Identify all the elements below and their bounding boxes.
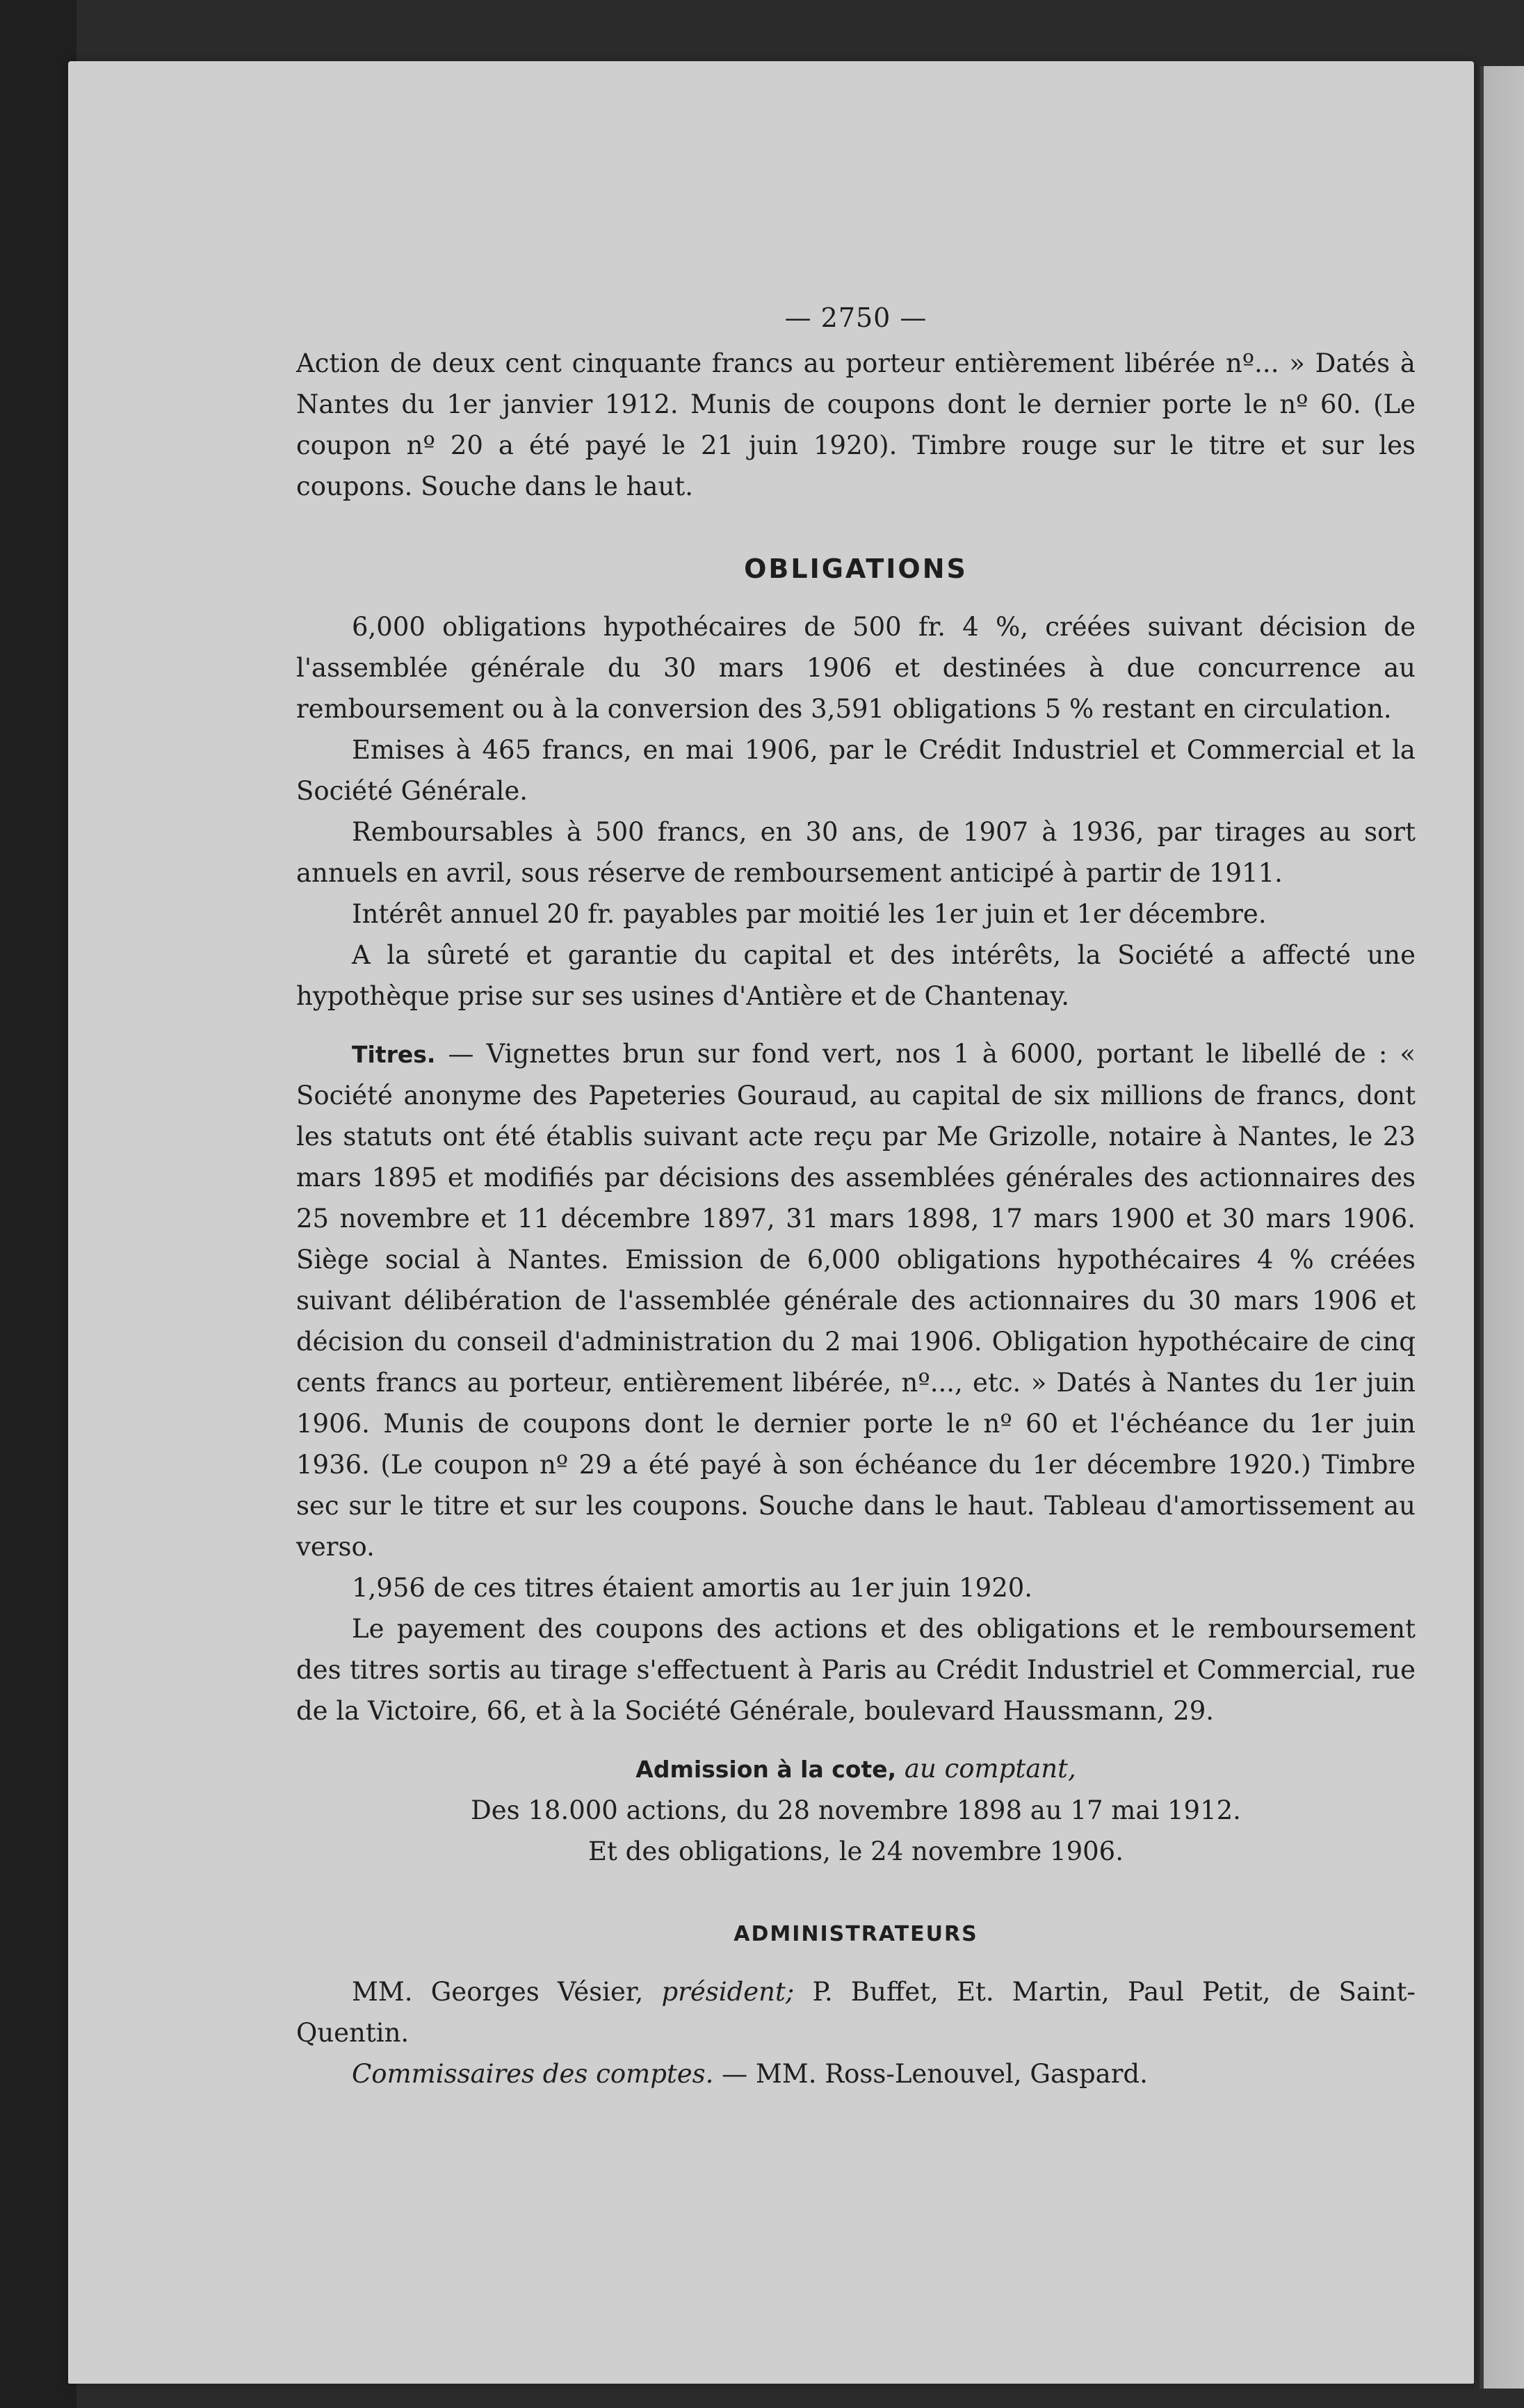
scan-background (0, 0, 76, 2408)
adjacent-page-edge (1480, 66, 1524, 2389)
obligations-paragraph-4: Intérêt annuel 20 fr. payables par moitié les 1er juin et 1er décembre. (352, 899, 1267, 929)
administrateurs-paragraph (296, 1971, 1416, 2053)
admission-line-1: Des 18.000 actions, du 28 novembre 1898 au 17 mai 1912. (471, 1795, 1241, 1825)
document-page (68, 61, 1474, 2384)
administrateurs-prefix: MM. Georges Vésier, (352, 1977, 644, 2007)
commissaires-names: — MM. Ross-Lenouvel, Gaspard. (722, 2059, 1148, 2089)
commissaires-label: Commissaires des comptes. (352, 2059, 714, 2089)
obligations-paragraph-3: Remboursables à 500 francs, en 30 ans, de 1907 à 1936, par tirages au sort annuels en avril, sous réserve de remboursement anticipé à partir de 1911. (296, 817, 1416, 888)
commissaires-paragraph (296, 2053, 1416, 2094)
admission-mode: au comptant, (904, 1754, 1076, 1784)
page-content (296, 298, 1416, 2094)
obligations-heading: OBLIGATIONS (744, 553, 968, 584)
obligations-paragraph-1: 6,000 obligations hypothécaires de 500 fr. 4 %, créées suivant décision de l'assemblée générale du 30 mars 1906 et destinées à due concurrence au remboursement ou à la conversion des 3,591 obligations 5 % restant en circulation. (296, 612, 1416, 724)
payement-paragraph: Le payement des coupons des actions et des obligations et le remboursement des titres sortis au tirage s'effectuent à Paris au Crédit Industriel et Commercial, rue de la Victoire, 66, et à la Société Générale, boulevard Haussmann, 29. (296, 1614, 1416, 1726)
admission-line-2: Et des obligations, le 24 novembre 1906. (588, 1836, 1124, 1866)
titres-paragraph (296, 1033, 1416, 1567)
amortis-paragraph: 1,956 de ces titres étaient amortis au 1er juin 1920. (352, 1573, 1033, 1603)
obligations-paragraph-2: Emises à 465 francs, en mai 1906, par le Crédit Industriel et Commercial et la Société Générale. (296, 735, 1416, 806)
page-number: — 2750 — (784, 302, 927, 333)
carryover-paragraph: Action de deux cent cinquante francs au porteur entièrement libérée nº... » Datés à Nantes du 1er janvier 1912. Munis de coupons dont le dernier porte le nº 60. (Le coupon nº 20 a été payé le 21 juin 1920). Timbre rouge sur le titre et sur les coupons. Souche dans le haut. (296, 348, 1416, 501)
obligations-paragraph-5: A la sûreté et garantie du capital et des intérêts, la Société a affecté une hypothèque prise sur ses usines d'Antière et de Chantenay. (296, 940, 1416, 1011)
admission-label: Admission à la cote, (635, 1756, 897, 1783)
administrateurs-heading: ADMINISTRATEURS (733, 1922, 978, 1946)
titres-label: Titres. (352, 1041, 436, 1068)
administrateurs-role: président; (661, 1977, 795, 2007)
admission-heading (296, 1748, 1416, 1790)
titres-text: — Vignettes brun sur fond vert, nos 1 à 6000, portant le libellé de : « Société anonyme des Papeteries Gouraud, au capital de six millions de francs, dont les statuts ont été établis suivant acte reçu par Me Grizolle, notaire à Nantes, le 23 mars 1895 et modifiés par décisions des assemblées générales des actionnaires des 25 novembre et 11 décembre 1897, 31 mars 1898, 17 mars 1900 et 30 mars 1906. Siège social à Nantes. Emission de 6,000 obligations hypothécaires 4 % créées suivant délibération de l'assemblée générale des actionnaires du 30 mars 1906 et décision du conseil d'administration du 2 mai 1906. Obligation hypothécaire de cinq cents francs au porteur, entièrement libérée, nº..., etc. » Datés à Nantes du 1er juin 1906. Munis de coupons dont le dernier porte le nº 60 et l'échéance du 1er juin 1936. (Le coupon nº 29 a été payé à son échéance du 1er décembre 1920.) Timbre sec sur le titre et sur les coupons. Souche dans le haut. Tableau d'amortissement au verso. (296, 1039, 1416, 1562)
administrateurs-rest: P. Buffet, Et. Martin, Paul Petit, de Saint-Quentin. (296, 1977, 1416, 2048)
